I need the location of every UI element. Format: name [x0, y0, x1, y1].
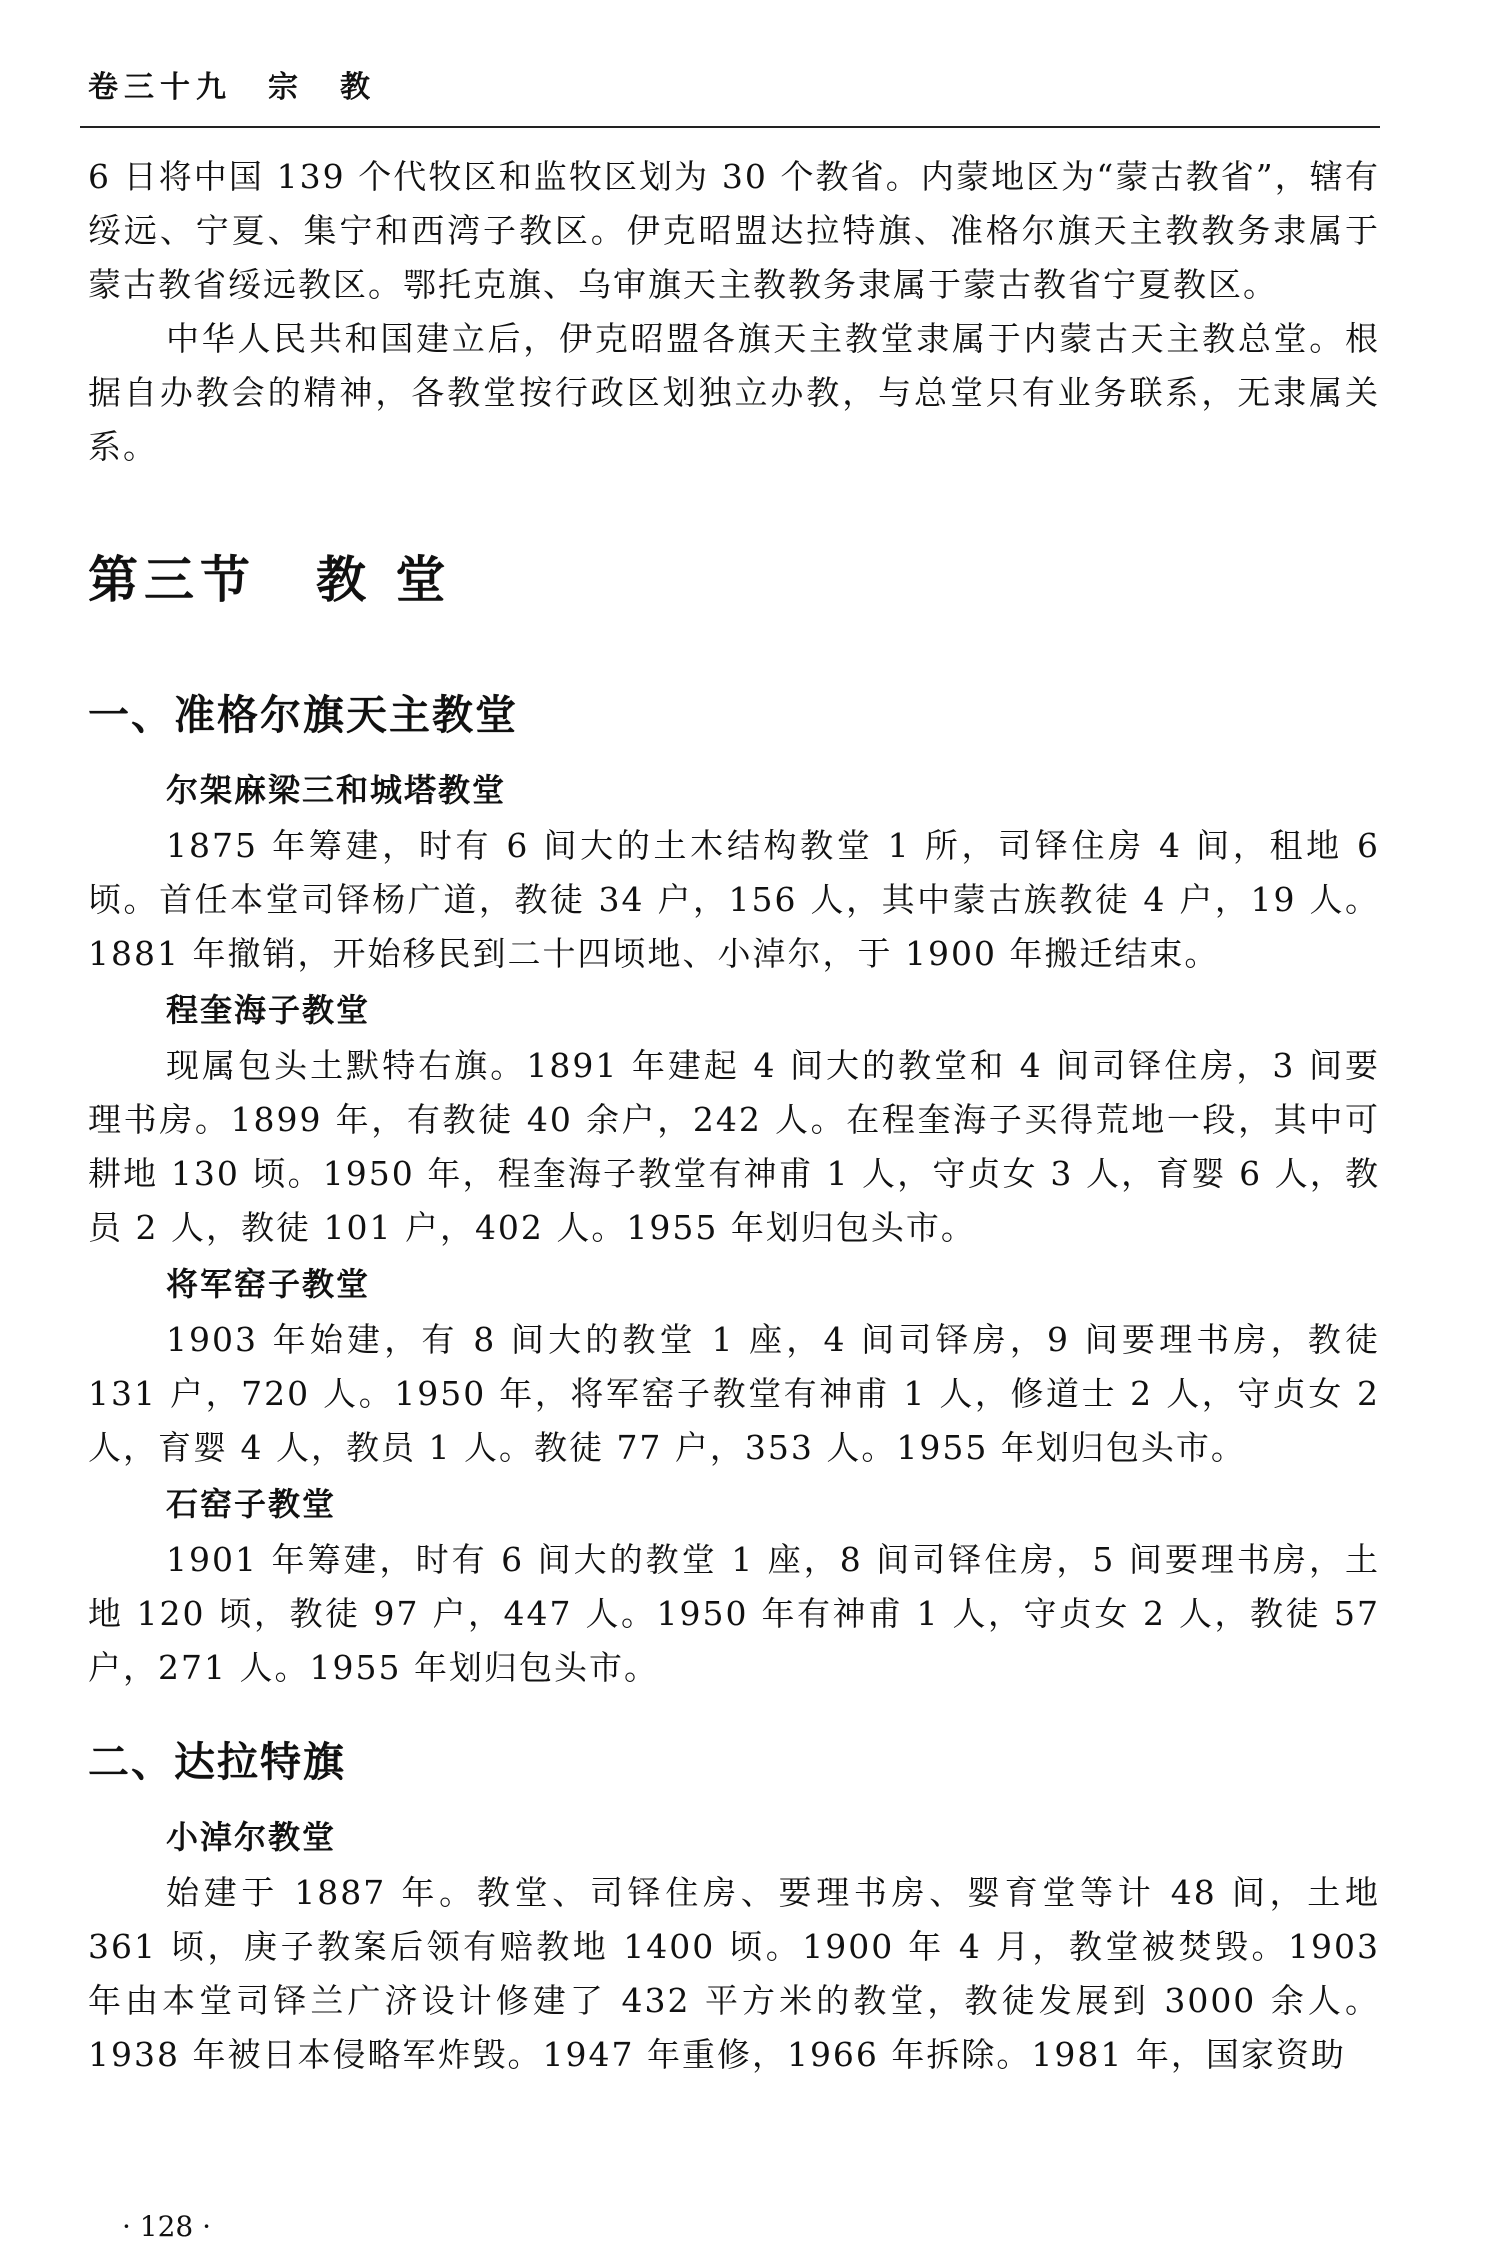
page-body [88, 150, 1380, 2082]
entry-title: 小淖尔教堂 [166, 1818, 337, 1856]
entry-text: 1903 年始建，有 8 间大的教堂 1 座，4 间司铎房，9 间要理书房，教徒 131 户，720 人。1950 年，将军窑子教堂有神甫 1 人，修道士 2 人，守贞女 2 人，育婴 4 人，教员 1 人。教徒 77 户，353 人。1955 年划归包头市。 [88, 1320, 1380, 1467]
intro-paragraph-1: 6 日将中国 139 个代牧区和监牧区划为 30 个教省。内蒙地区为“蒙古教省”，辖有绥远、宁夏、集宁和西湾子教区。伊克昭盟达拉特旗、准格尔旗天主教教务隶属于蒙古教省绥远教区。鄂托克旗、乌审旗天主教教务隶属于蒙古教省宁夏教区。 [88, 157, 1380, 304]
entry-text: 1901 年筹建，时有 6 间大的教堂 1 座，8 间司铎住房，5 间要理书房，土地 120 顷，教徒 97 户，447 人。1950 年有神甫 1 人，守贞女 2 人，教徒 57 户，271 人。1955 年划归包头市。 [88, 1540, 1380, 1687]
header-rule [80, 126, 1380, 128]
entry-text: 现属包头土默特右旗。1891 年建起 4 间大的教堂和 4 间司铎住房，3 间要理书房。1899 年，有教徒 40 余户，242 人。在程奎海子买得荒地一段，其中可耕地 130 顷。1950 年，程奎海子教堂有神甫 1 人，守贞女 3 人，育婴 6 人，教员 2 人，教徒 101 户，402 人。1955 年划归包头市。 [88, 1046, 1380, 1247]
entry-text: 始建于 1887 年。教堂、司铎住房、要理书房、婴育堂等计 48 间，土地 361 顷，庚子教案后领有赔教地 1400 顷。1900 年 4 月，教堂被焚毁。1903 年由本堂司铎兰广济设计修建了 432 平方米的教堂，教徒发展到 3000 余人。1938 年被日本侵略军炸毁。1947 年重修，1966 年拆除。1981 年，国家资助 [88, 1873, 1380, 2074]
part2-heading: 二、达拉特旗 [88, 1738, 346, 1786]
section-name: 教 堂 [316, 551, 452, 609]
entry-text: 1875 年筹建，时有 6 间大的土木结构教堂 1 所，司铎住房 4 间，租地 6 顷。首任本堂司铎杨广道，教徒 34 户，156 人，其中蒙古族教徒 4 户，19 人。1881 年撤销，开始移民到二十四顷地、小淖尔，于 1900 年搬迁结束。 [88, 826, 1380, 973]
entry-title: 尔架麻梁三和城塔教堂 [166, 771, 507, 809]
running-header: 卷三十九 宗 教 [88, 70, 376, 105]
entry-title: 石窑子教堂 [166, 1485, 337, 1523]
page-number: · 128 · [122, 2210, 212, 2243]
part1-heading: 一、准格尔旗天主教堂 [88, 691, 518, 739]
entry-title: 将军窑子教堂 [166, 1265, 371, 1303]
entry-title: 程奎海子教堂 [166, 991, 371, 1029]
section-title [88, 540, 1380, 612]
intro-paragraph-2: 中华人民共和国建立后，伊克昭盟各旗天主教堂隶属于内蒙古天主教总堂。根据自办教会的精神，各教堂按行政区划独立办教，与总堂只有业务联系，无隶属关系。 [88, 319, 1380, 466]
section-number: 第三节 [88, 551, 256, 609]
